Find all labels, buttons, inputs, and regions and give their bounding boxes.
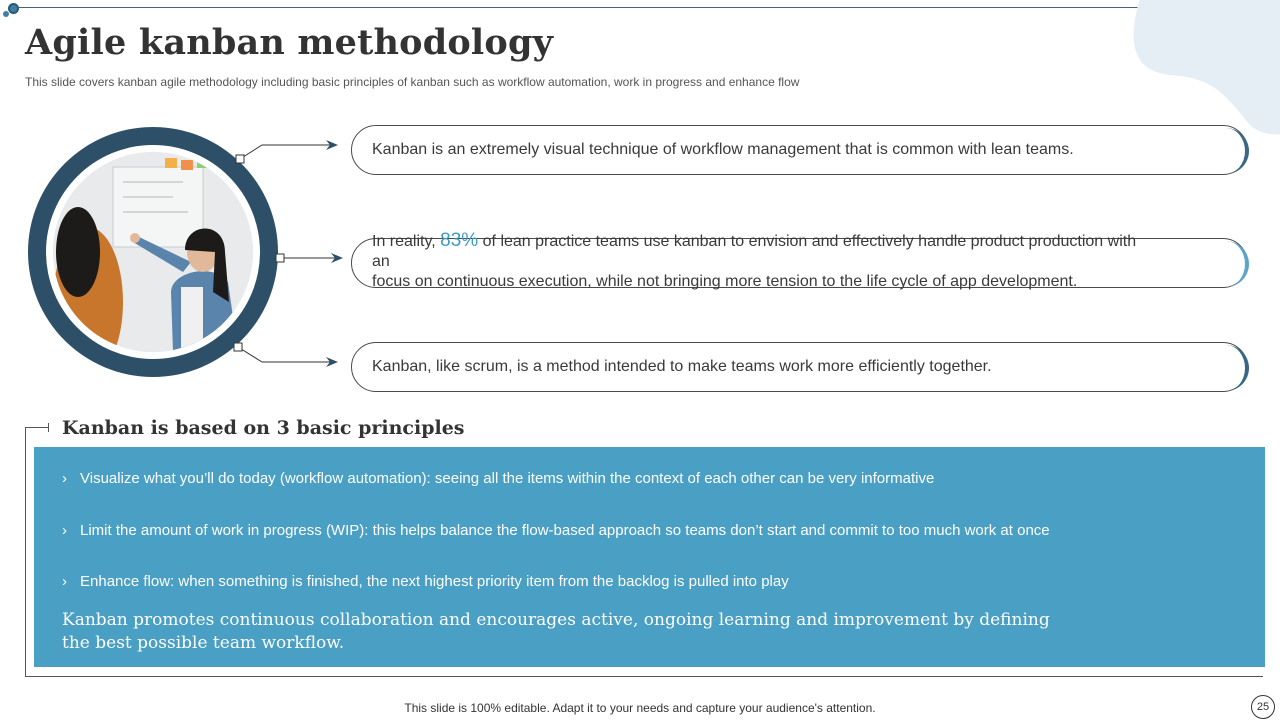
principles-heading: Kanban is based on 3 basic principles <box>62 417 465 439</box>
slide-subtitle: This slide covers kanban agile methodology including basic principles of kanban such as workflow automation, work in progress and enhance flow <box>25 75 800 89</box>
page-number: 25 <box>1251 695 1275 719</box>
slide-title: Agile kanban methodology <box>25 22 554 63</box>
point-2-line2: focus on continuous execution, while not bringing more tension to the life cycle of app development. <box>372 272 1078 290</box>
point-3-text: Kanban, like scrum, is a method intended to make teams work more efficiently together. <box>372 358 992 375</box>
point-2-prefix: In reality, <box>372 232 441 250</box>
principle-item-2-text: Limit the amount of work in progress (WIP): this helps balance the flow-based approach so teams don’t start and commit to too much work at once <box>80 522 1050 539</box>
chevron-right-icon: › <box>62 522 67 539</box>
decorative-blob <box>1120 0 1280 135</box>
principles-bracket-bottom <box>25 676 1263 677</box>
footer-note: This slide is 100% editable. Adapt it to your needs and capture your audience's attention. <box>404 701 876 715</box>
principle-item-3-text: Enhance flow: when something is finished, the next highest priority item from the backlog is pulled into play <box>80 573 789 590</box>
point-2-highlight: 83% <box>440 229 479 251</box>
principle-item-1-text: Visualize what you’ll do today (workflow automation): seeing all the items within the context of each other can be very informative <box>80 470 935 487</box>
top-rule-dot-small <box>3 11 9 17</box>
principle-item-3 <box>62 573 789 590</box>
principles-bracket-top <box>25 427 49 428</box>
top-rule-dot-large <box>8 3 19 14</box>
principle-item-1 <box>62 470 934 487</box>
chevron-right-icon: › <box>62 470 67 487</box>
point-card-2 <box>351 229 1248 290</box>
point-2-suffix: of lean practice teams use kanban to envision and effectively handle product production with an <box>372 232 1137 270</box>
top-rule <box>14 7 1280 8</box>
point-card-3-accent <box>1223 345 1249 391</box>
presenter-photo <box>53 152 253 352</box>
point-2-text <box>372 229 1157 292</box>
point-card-1 <box>351 125 1248 175</box>
principles-bracket-tick <box>48 423 49 432</box>
principles-closing-line-1: Kanban promotes continuous collaboration and encourages active, ongoing learning and improvement by defining <box>62 610 1050 630</box>
point-card-3 <box>351 342 1248 392</box>
principles-bracket-left <box>25 427 26 676</box>
chevron-right-icon: › <box>62 573 67 590</box>
principles-closing <box>62 609 1062 655</box>
point-1-text: Kanban is an extremely visual technique of workflow management that is common with lean teams. <box>372 141 1074 158</box>
principle-item-2 <box>62 522 1050 539</box>
principles-closing-line-2: the best possible team workflow. <box>62 633 345 653</box>
point-card-2-accent <box>1223 241 1249 287</box>
presenter-illustration <box>53 152 253 352</box>
